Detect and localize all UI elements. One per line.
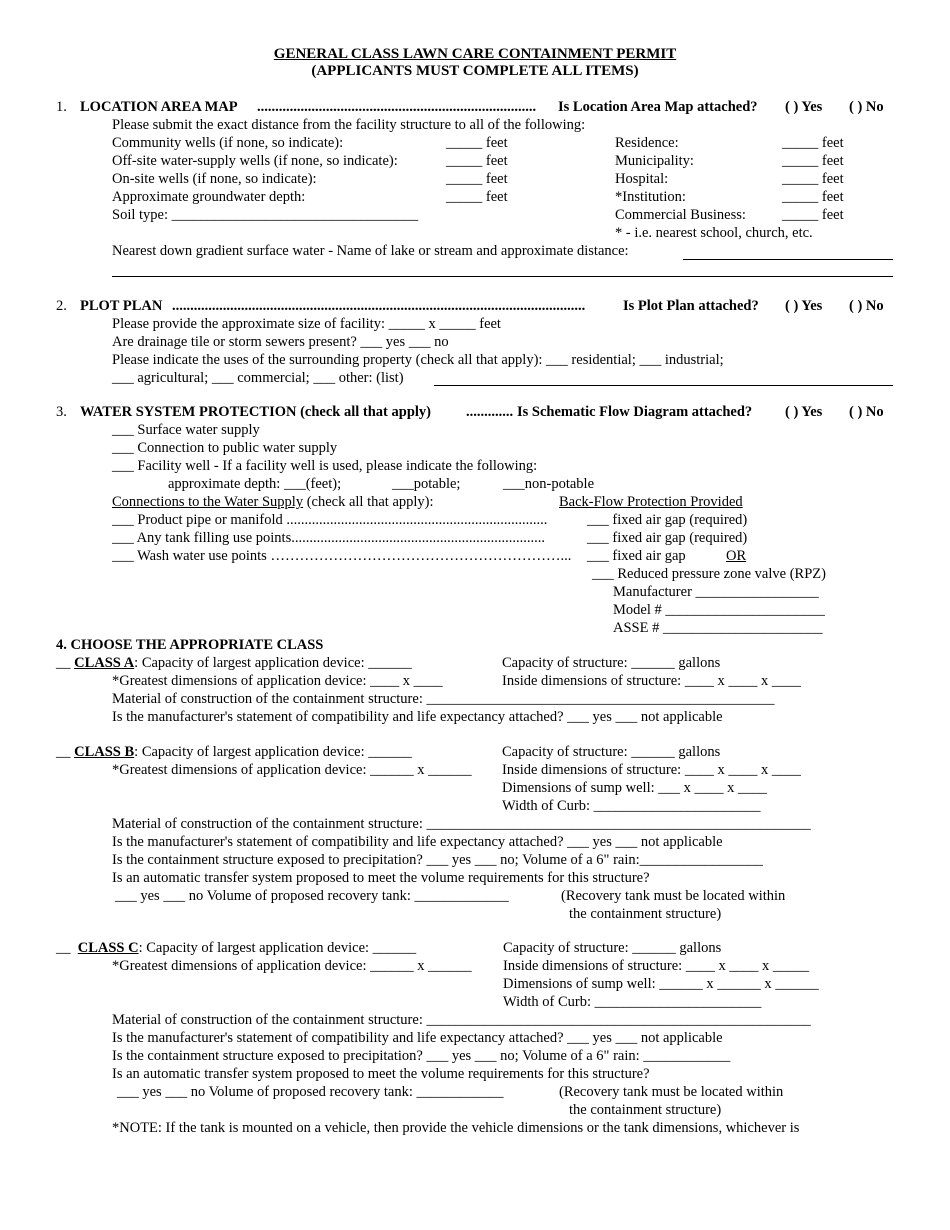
commercial-business-label: Commercial Business: <box>615 207 746 223</box>
class-c-recovery-note-1: (Recovery tank must be located within <box>559 1084 784 1100</box>
drainage-tile-question[interactable]: Are drainage tile or storm sewers present? ___ yes ___ no <box>112 334 449 350</box>
offsite-wells-label: Off-site water-supply wells (if none, so indicate): <box>112 153 398 169</box>
class-a-checkbox[interactable]: __ <box>56 655 71 671</box>
well-nonpotable-option[interactable]: ___non-potable <box>503 476 595 492</box>
section1-no-checkbox[interactable]: ( ) No <box>849 99 884 115</box>
manufacturer-field[interactable]: Manufacturer _________________ <box>613 584 819 600</box>
section1-intro: Please submit the exact distance from the facility structure to all of the following: <box>112 117 586 133</box>
class-b-recovery-note-2: the containment structure) <box>569 906 722 922</box>
product-pipe-option[interactable]: ___ Product pipe or manifold ........................................................................ <box>112 512 548 528</box>
vehicle-note: *NOTE: If the tank is mounted on a vehicle, then provide the vehicle dimensions or the tank dimensions, whichever is <box>112 1120 800 1136</box>
section2-question: Is Plot Plan attached? <box>623 298 759 314</box>
section3-yes-checkbox[interactable]: ( ) Yes <box>785 404 823 420</box>
class-c-device-dimensions[interactable]: *Greatest dimensions of application device: ______ x ______ <box>112 958 472 974</box>
nearest-surface-water-input-line[interactable] <box>683 259 893 260</box>
class-c-transfer-question: Is an automatic transfer system proposed to meet the volume requirements for this structure? <box>112 1066 650 1082</box>
hospital-field[interactable]: _____ feet <box>782 171 844 187</box>
class-b-transfer-question: Is an automatic transfer system proposed to meet the volume requirements for this structure? <box>112 870 650 886</box>
community-wells-label: Community wells (if none, so indicate): <box>112 135 344 151</box>
class-b-device-capacity[interactable]: : Capacity of largest application device: ______ <box>134 744 412 760</box>
class-a-device-dimensions[interactable]: *Greatest dimensions of application device: ____ x ____ <box>112 673 443 689</box>
facility-well-option[interactable]: ___ Facility well - If a facility well is used, please indicate the following: <box>112 458 538 474</box>
municipality-label: Municipality: <box>615 153 694 169</box>
municipality-field[interactable]: _____ feet <box>782 153 844 169</box>
class-c-name: CLASS C <box>77 940 139 956</box>
class-c-structure-capacity[interactable]: Capacity of structure: ______ gallons <box>503 940 722 956</box>
institution-footnote: * - i.e. nearest school, church, etc. <box>615 225 813 241</box>
document-title: GENERAL CLASS LAWN CARE CONTAINMENT PERMIT <box>273 46 677 62</box>
section3-heading: WATER SYSTEM PROTECTION (check all that apply) <box>80 404 431 420</box>
facility-size-field[interactable]: Please provide the approximate size of facility: _____ x _____ feet <box>112 316 501 332</box>
class-b-recovery-tank[interactable]: ___ yes ___ no Volume of proposed recovery tank: _____________ <box>115 888 509 904</box>
connections-note: (check all that apply): <box>303 494 434 510</box>
class-c-curb-width[interactable]: Width of Curb: _______________________ <box>503 994 762 1010</box>
class-a-device-capacity[interactable]: : Capacity of largest application device: ______ <box>134 655 412 671</box>
class-a-structure-capacity[interactable]: Capacity of structure: ______ gallons <box>502 655 721 671</box>
well-potable-option[interactable]: ___potable; <box>392 476 461 492</box>
residence-label: Residence: <box>615 135 679 151</box>
class-b-sump-dimensions[interactable]: Dimensions of sump well: ___ x ____ x ____ <box>502 780 768 796</box>
section2-number: 2. <box>56 298 67 314</box>
other-uses-input-line[interactable] <box>434 385 893 386</box>
section1-question: Is Location Area Map attached? <box>558 99 758 115</box>
asse-field[interactable]: ASSE # ______________________ <box>613 620 823 636</box>
class-c-material[interactable]: Material of construction of the containment structure: _____________________________________________________ <box>112 1012 811 1028</box>
community-wells-field[interactable]: _____ feet <box>446 135 508 151</box>
class-c-sump-dimensions[interactable]: Dimensions of sump well: ______ x ______ x ______ <box>503 976 819 992</box>
class-a-structure-dimensions[interactable]: Inside dimensions of structure: ____ x ____ x ____ <box>502 673 801 689</box>
commercial-business-field[interactable]: _____ feet <box>782 207 844 223</box>
class-b-name: CLASS B <box>74 744 135 760</box>
class-c-recovery-note-2: the containment structure) <box>569 1102 722 1118</box>
class-c-precipitation[interactable]: Is the containment structure exposed to precipitation? ___ yes ___ no; Volume of a 6" rain: ____________ <box>112 1048 731 1064</box>
section2-yes-checkbox[interactable]: ( ) Yes <box>785 298 823 314</box>
section2-leader-dots: .................................................................................................................. <box>172 298 586 314</box>
tank-filling-airgap-option[interactable]: ___ fixed air gap (required) <box>587 530 748 546</box>
onsite-wells-field[interactable]: _____ feet <box>446 171 508 187</box>
section3-no-checkbox[interactable]: ( ) No <box>849 404 884 420</box>
class-c-structure-dimensions[interactable]: Inside dimensions of structure: ____ x ____ x _____ <box>503 958 810 974</box>
document-subtitle: (APPLICANTS MUST COMPLETE ALL ITEMS) <box>311 63 639 79</box>
class-b-structure-capacity[interactable]: Capacity of structure: ______ gallons <box>502 744 721 760</box>
class-b-recovery-note-1: (Recovery tank must be located within <box>561 888 786 904</box>
class-a-material[interactable]: Material of construction of the containment structure: ________________________________________________ <box>112 691 775 707</box>
nearest-surface-water-label: Nearest down gradient surface water - Name of lake or stream and approximate distance: <box>112 243 629 259</box>
class-c-checkbox[interactable]: __ <box>56 940 71 956</box>
class-c-statement[interactable]: Is the manufacturer's statement of compatibility and life expectancy attached? ___ yes ___ not applicable <box>112 1030 723 1046</box>
surrounding-property-question[interactable]: Please indicate the uses of the surrounding property (check all that apply): ___ residential; ___ industrial; <box>112 352 724 368</box>
section3-question: Is Schematic Flow Diagram attached? <box>517 404 753 420</box>
class-b-checkbox[interactable]: __ <box>56 744 71 760</box>
section1-yes-checkbox[interactable]: ( ) Yes <box>785 99 823 115</box>
section2-no-checkbox[interactable]: ( ) No <box>849 298 884 314</box>
section1-leader-dots: ............................................................................. <box>257 99 537 115</box>
or-label: OR <box>726 548 747 564</box>
hospital-label: Hospital: <box>615 171 669 187</box>
connections-heading: Connections to the Water Supply <box>112 494 304 510</box>
soil-type-field[interactable]: Soil type: __________________________________ <box>112 207 419 223</box>
section3-number: 3. <box>56 404 67 420</box>
public-water-option[interactable]: ___ Connection to public water supply <box>112 440 338 456</box>
nearest-surface-water-second-line[interactable] <box>112 276 893 277</box>
product-pipe-airgap-option[interactable]: ___ fixed air gap (required) <box>587 512 748 528</box>
institution-field[interactable]: _____ feet <box>782 189 844 205</box>
class-b-structure-dimensions[interactable]: Inside dimensions of structure: ____ x ____ x ____ <box>502 762 801 778</box>
section1-heading: LOCATION AREA MAP <box>80 99 238 115</box>
rpz-option[interactable]: ___ Reduced pressure zone valve (RPZ) <box>592 566 826 582</box>
class-a-name: CLASS A <box>74 655 135 671</box>
model-field[interactable]: Model # ______________________ <box>613 602 825 618</box>
well-depth-field[interactable]: approximate depth: ___(feet); <box>168 476 342 492</box>
class-b-precipitation[interactable]: Is the containment structure exposed to precipitation? ___ yes ___ no; Volume of a 6" rain:_________________ <box>112 852 763 868</box>
backflow-heading: Back-Flow Protection Provided <box>559 494 743 510</box>
offsite-wells-field[interactable]: _____ feet <box>446 153 508 169</box>
groundwater-depth-field[interactable]: _____ feet <box>446 189 508 205</box>
wash-water-option[interactable]: ___ Wash water use points ……………………………………………………... <box>112 548 572 564</box>
institution-label: *Institution: <box>615 189 686 205</box>
class-c-device-capacity[interactable]: : Capacity of largest application device: ______ <box>138 940 417 956</box>
surrounding-property-options[interactable]: ___ agricultural; ___ commercial; ___ other: (list) <box>112 370 404 386</box>
class-c-recovery-tank[interactable]: ___ yes ___ no Volume of proposed recovery tank: ____________ <box>117 1084 504 1100</box>
groundwater-depth-label: Approximate groundwater depth: <box>112 189 306 205</box>
wash-water-airgap-option[interactable]: ___ fixed air gap <box>587 548 686 564</box>
residence-field[interactable]: _____ feet <box>782 135 844 151</box>
section1-number: 1. <box>56 99 67 115</box>
surface-water-option[interactable]: ___ Surface water supply <box>112 422 260 438</box>
class-b-statement[interactable]: Is the manufacturer's statement of compatibility and life expectancy attached? ___ yes ___ not applicable <box>112 834 723 850</box>
section3-leader-dots: ............. <box>466 404 514 420</box>
class-a-statement[interactable]: Is the manufacturer's statement of compatibility and life expectancy attached? ___ yes ___ not applicable <box>112 709 723 725</box>
class-b-material[interactable]: Material of construction of the containment structure: _____________________________________________________ <box>112 816 811 832</box>
onsite-wells-label: On-site wells (if none, so indicate): <box>112 171 317 187</box>
section2-heading: PLOT PLAN <box>80 298 163 314</box>
class-b-curb-width[interactable]: Width of Curb: _______________________ <box>502 798 761 814</box>
tank-filling-option[interactable]: ___ Any tank filling use points...................................................................... <box>112 530 545 546</box>
class-b-device-dimensions[interactable]: *Greatest dimensions of application device: ______ x ______ <box>112 762 472 778</box>
section4-heading: 4. CHOOSE THE APPROPRIATE CLASS <box>56 637 324 653</box>
